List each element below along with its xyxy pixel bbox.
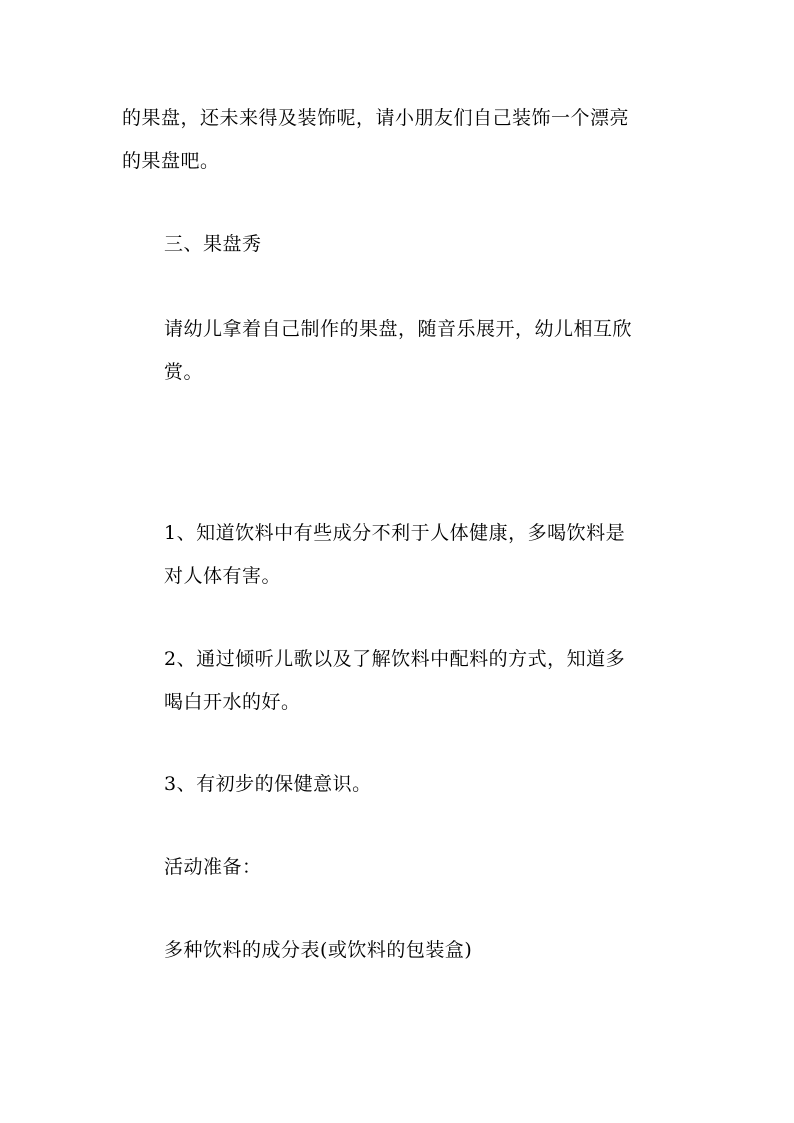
paragraph-fruit-plate-decoration [122,97,674,183]
paragraph-materials [122,929,674,972]
text-line: 喝白开水的好。 [164,691,301,713]
text-line: 请幼儿拿着自己制作的果盘，随音乐展开，幼儿相互欣 [164,318,633,340]
text-line: 多种饮料的成分表(或饮料的包装盒) [164,939,473,961]
text-line: 对人体有害。 [164,565,282,587]
text-line: 活动准备： [164,856,262,878]
text-line: 赏。 [164,361,204,383]
paragraph-children-show-plates [122,308,674,394]
text-line: 的果盘，还未来得及装饰呢，请小朋友们自己装饰一个漂亮 [122,107,630,129]
text-line: 2、通过倾听儿歌以及了解饮料中配料的方式，知道多 [164,648,626,670]
section-heading-fruit-plate-show [122,223,674,266]
text-line: 三、果盘秀 [164,233,262,255]
section-heading-activity-preparation [122,846,674,889]
text-line: 的果盘吧。 [122,150,220,172]
goal-item-3 [122,763,674,806]
goal-item-1 [122,512,674,598]
text-line: 1、知道饮料中有些成分不利于人体健康，多喝饮料是 [164,522,626,544]
text-line: 3、有初步的保健意识。 [164,773,372,795]
goal-item-2 [122,638,674,724]
